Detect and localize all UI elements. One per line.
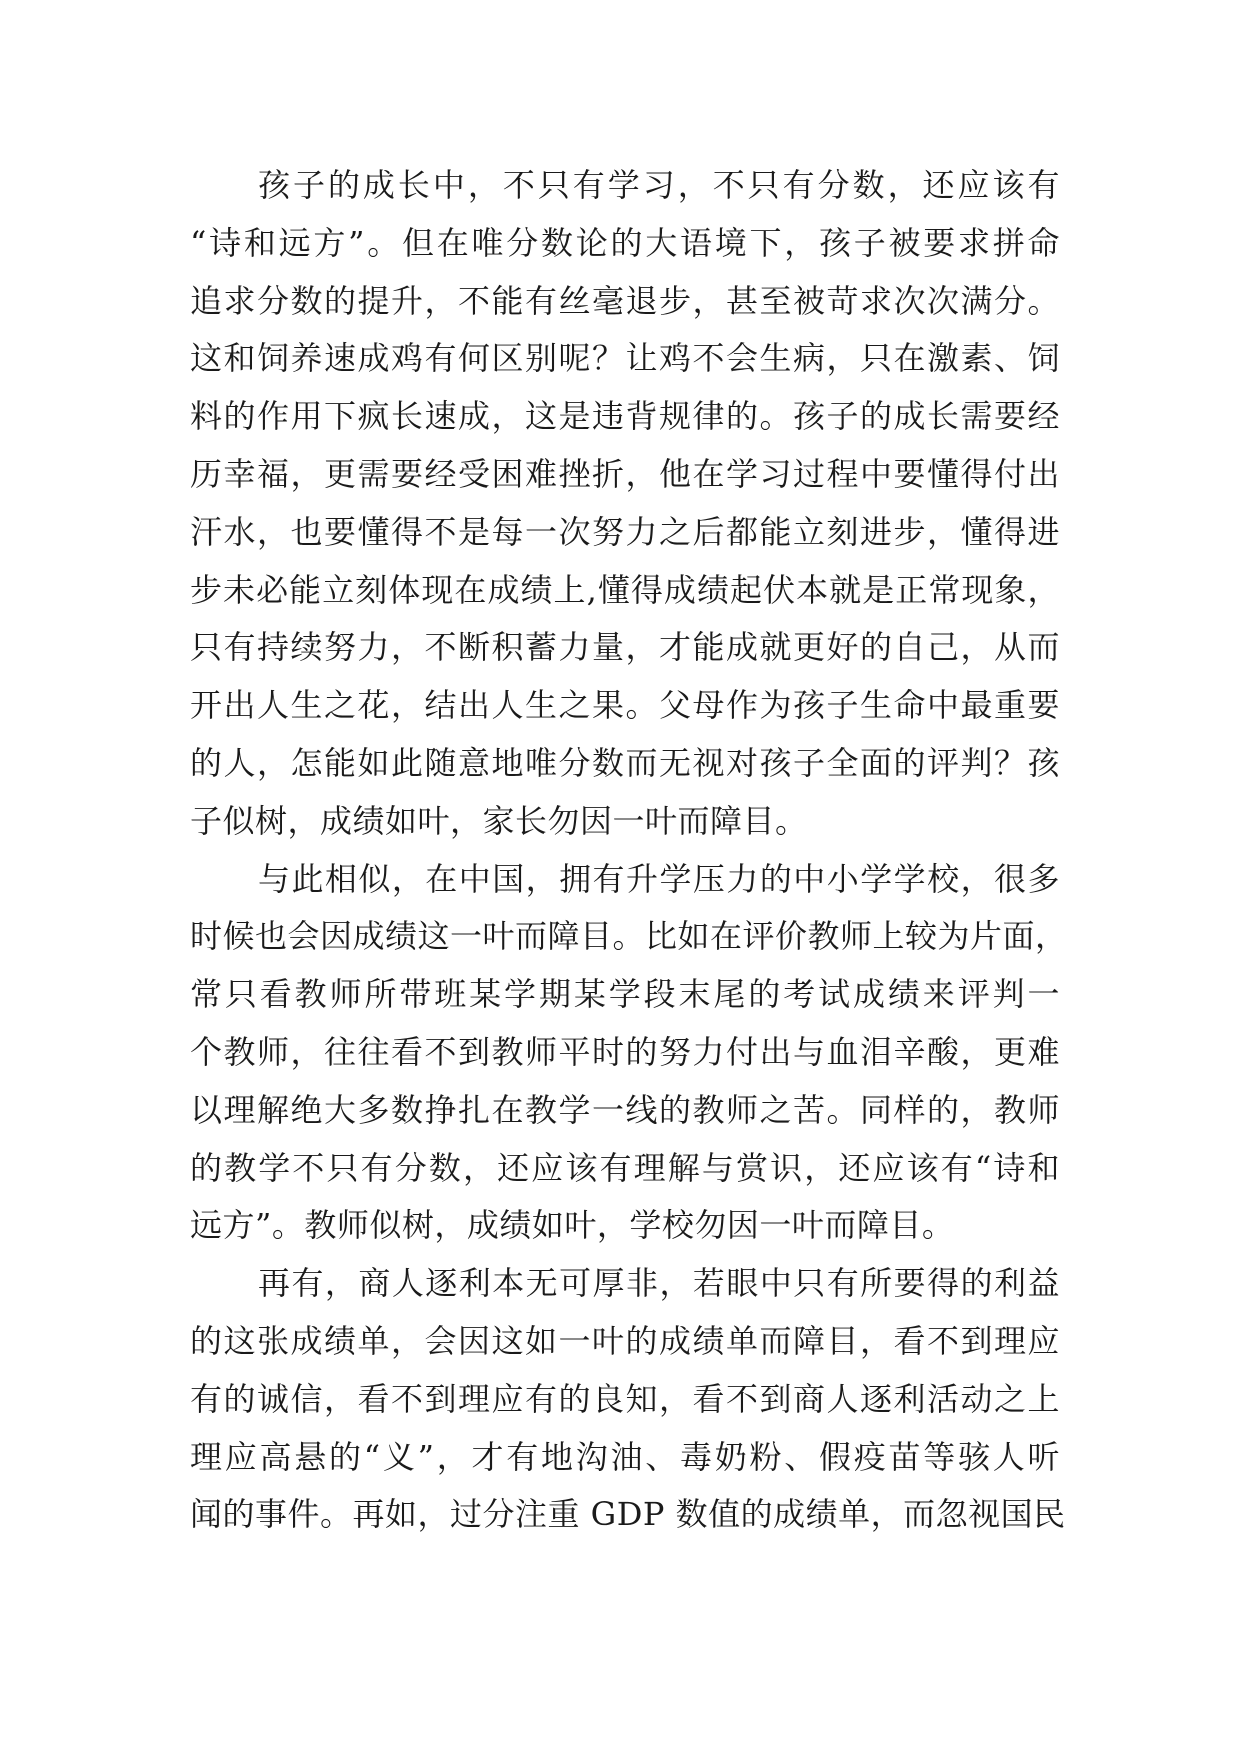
text-line: 子似树，成绩如叶，家长勿因一叶而障目。 xyxy=(190,801,808,840)
text-line: 闻的事件。再如，过分注重 GDP 数值的成绩单，而忽视国民 xyxy=(190,1495,1066,1534)
text-line: 的人，怎能如此随意地唯分数而无视对孩子全面的评判？孩 xyxy=(190,743,1060,782)
text-line: 步未必能立刻体现在成绩上,懂得成绩起伏本就是正常现象， xyxy=(190,570,1060,609)
text-line: 以理解绝大多数挣扎在教学一线的教师之苦。同样的，教师 xyxy=(190,1090,1060,1129)
text-line: 料的作用下疯长速成，这是违背规律的。孩子的成长需要经 xyxy=(190,397,1060,436)
text-line: 有的诚信，看不到理应有的良知，看不到商人逐利活动之上 xyxy=(190,1379,1060,1418)
text-line: 汗水，也要懂得不是每一次努力之后都能立刻进步，懂得进 xyxy=(190,512,1060,551)
text-line: 再有，商人逐利本无可厚非，若眼中只有所要得的利益 xyxy=(258,1264,1060,1303)
text-line: 追求分数的提升，不能有丝毫退步，甚至被苛求次次满分。 xyxy=(190,281,1060,320)
text-line: 的这张成绩单，会因这如一叶的成绩单而障目，看不到理应 xyxy=(190,1321,1060,1360)
text-line: 历幸福，更需要经受困难挫折，他在学习过程中要懂得付出 xyxy=(190,454,1060,493)
text-line: 只有持续努力，不断积蓄力量，才能成就更好的自己，从而 xyxy=(190,628,1060,667)
text-line: 常只看教师所带班某学期某学段末尾的考试成绩来评判一 xyxy=(190,975,1060,1014)
paragraph xyxy=(190,1255,1066,1544)
text-line: 的教学不只有分数，还应该有理解与赏识，还应该有“诗和 xyxy=(190,1148,1060,1187)
paragraph xyxy=(190,851,1068,1256)
text-line: 理应高悬的“义”，才有地沟油、毒奶粉、假疫苗等骇人听 xyxy=(190,1437,1060,1476)
text-line: 开出人生之花，结出人生之果。父母作为孩子生命中最重要 xyxy=(190,686,1060,725)
text-line: “诗和远方”。但在唯分数论的大语境下，孩子被要求拼命 xyxy=(190,223,1060,262)
text-line: 远方”。教师似树，成绩如叶，学校勿因一叶而障目。 xyxy=(190,1206,955,1245)
text-line: 时候也会因成绩这一叶而障目。比如在评价教师上较为片面， xyxy=(190,917,1068,956)
text-line: 这和饲养速成鸡有何区别呢？让鸡不会生病，只在激素、饲 xyxy=(190,339,1060,378)
document-body xyxy=(190,157,1068,1544)
text-line: 个教师，往往看不到教师平时的努力付出与血泪辛酸，更难 xyxy=(190,1032,1060,1071)
text-line: 与此相似，在中国，拥有升学压力的中小学学校，很多 xyxy=(258,859,1060,898)
paragraph xyxy=(190,157,1060,851)
text-line: 孩子的成长中，不只有学习，不只有分数，还应该有 xyxy=(258,166,1060,204)
